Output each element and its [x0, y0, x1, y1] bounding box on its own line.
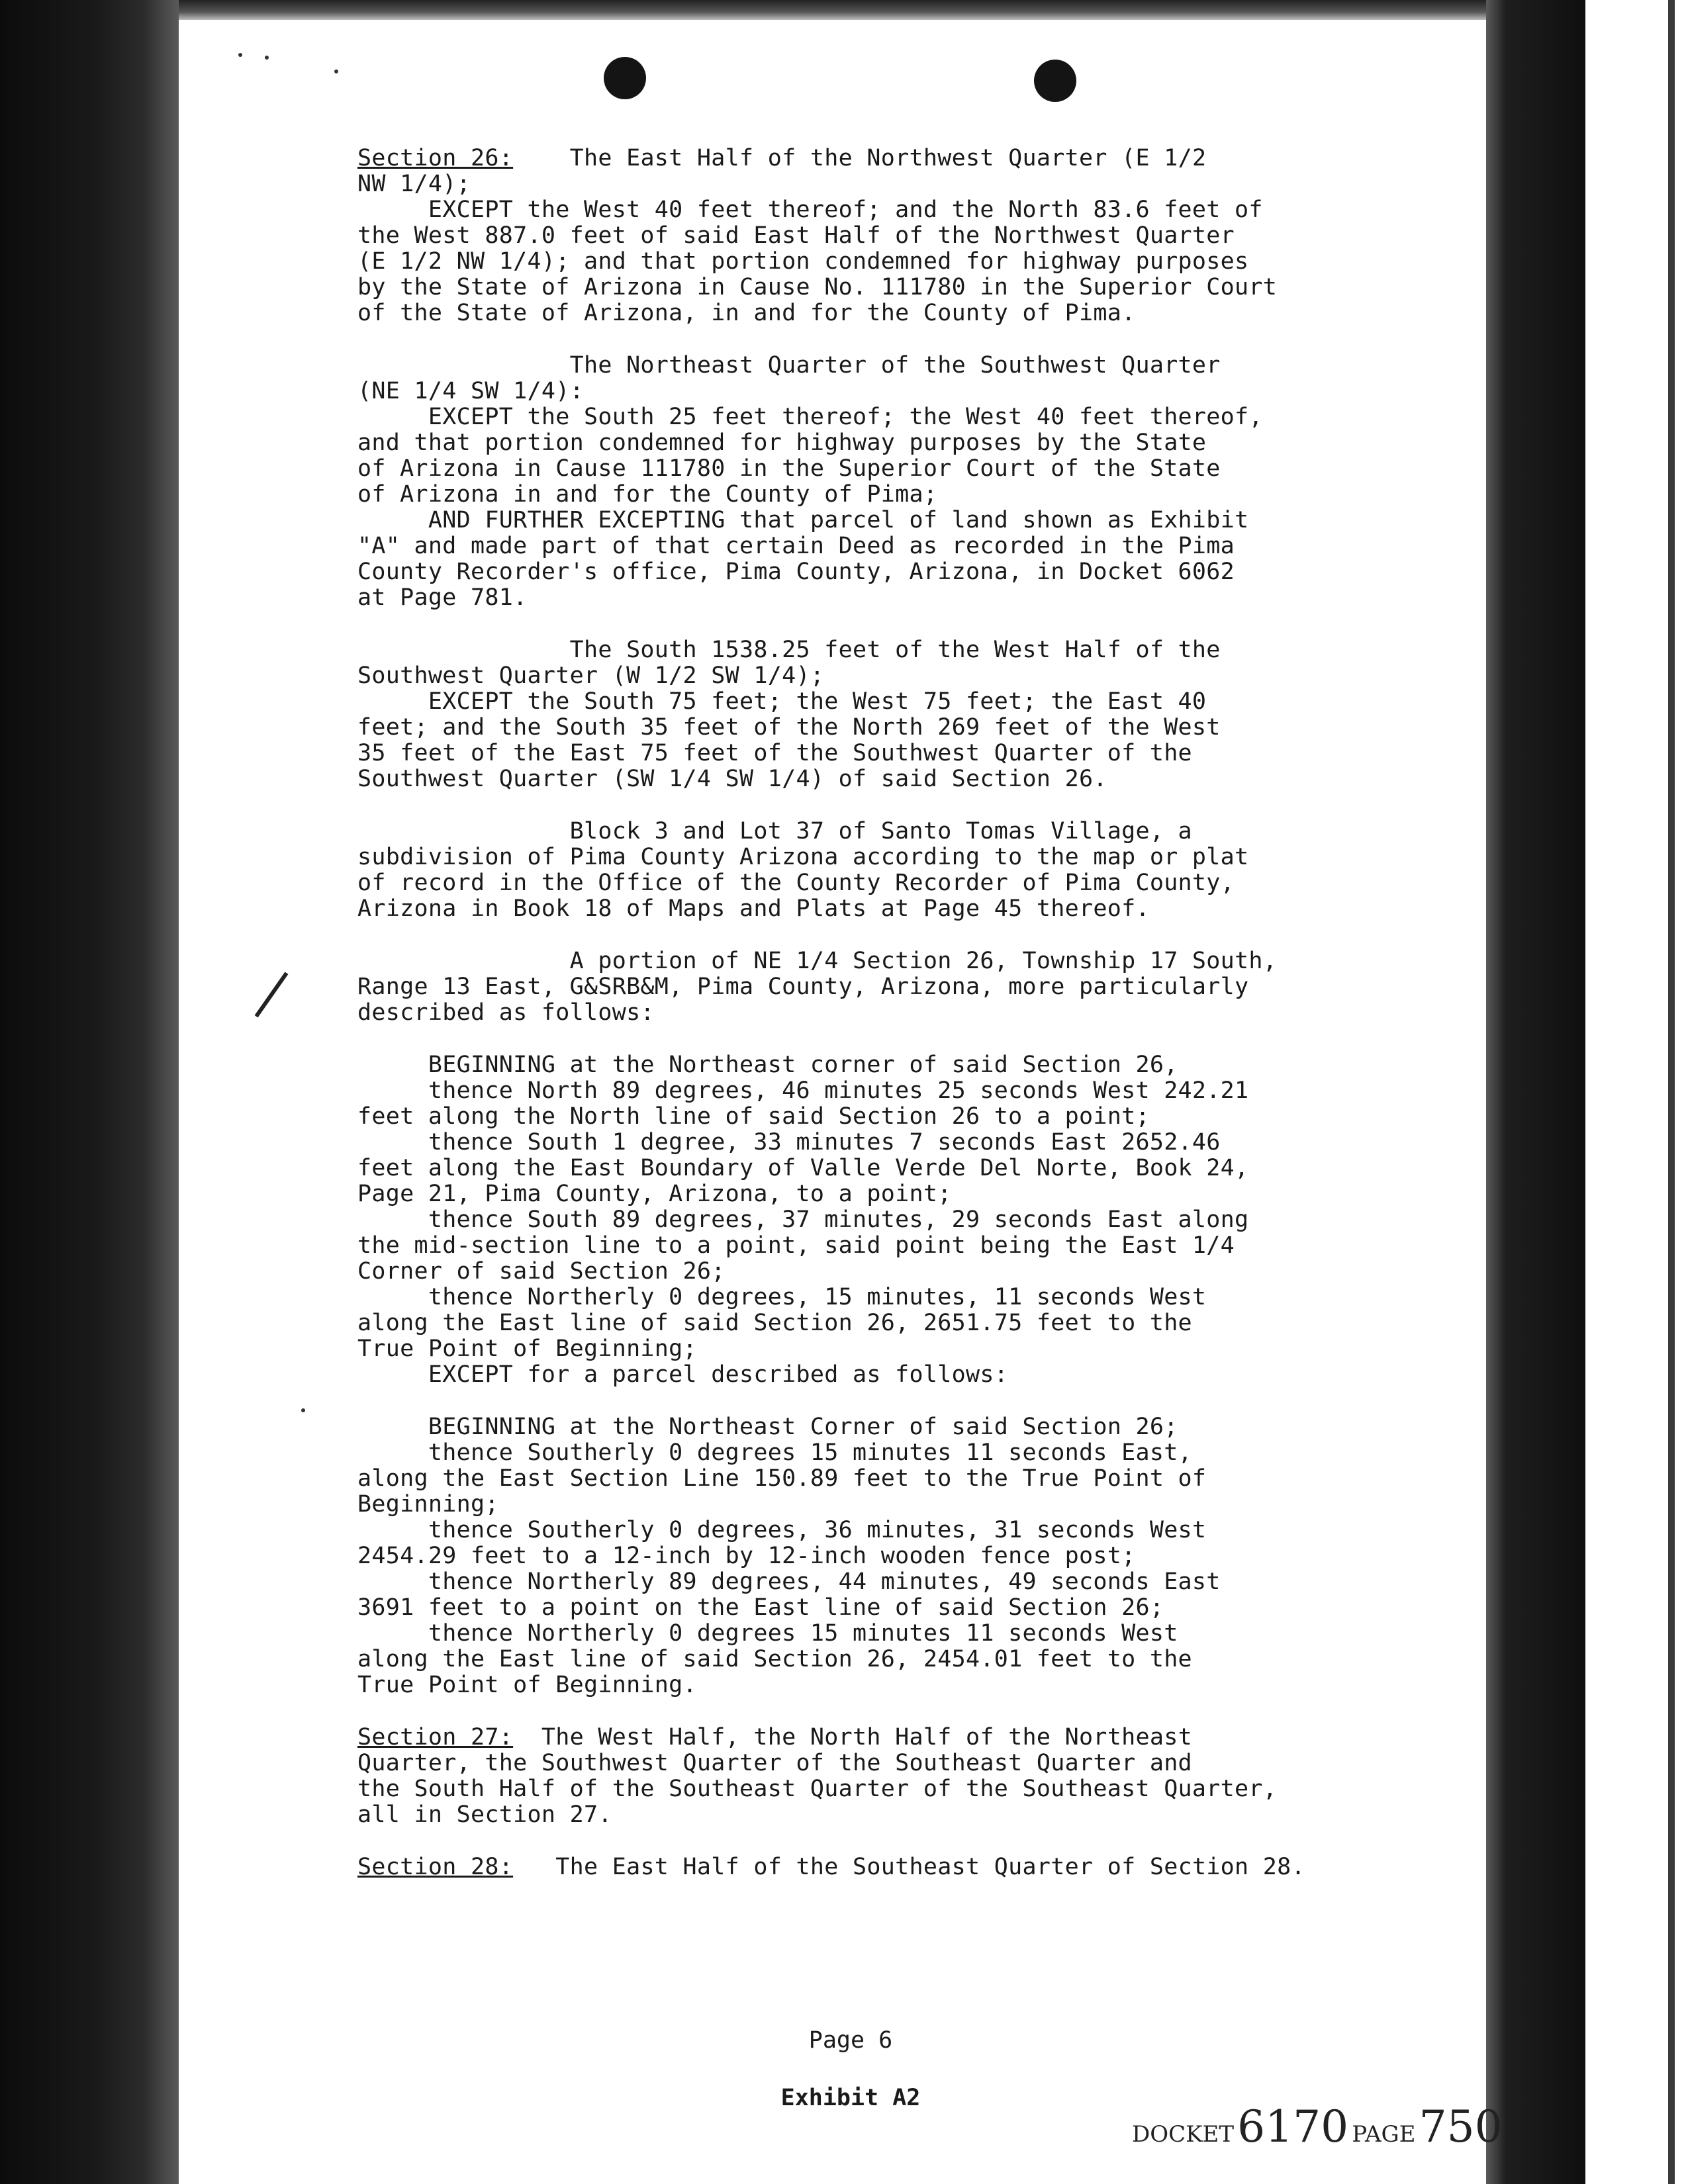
dust-speck: [334, 69, 338, 73]
text-line: [357, 663, 1443, 689]
line-text: The West Half, the North Half of the Northeast: [513, 1724, 1192, 1751]
line-text: The Northeast Quarter of the Southwest Quarter: [357, 352, 1221, 379]
recorder-stamp: [1132, 2101, 1503, 2152]
page-number: Page 6: [808, 2027, 893, 2054]
stamp-docket-number: 6170: [1237, 2101, 1349, 2152]
paragraph-gap: [357, 792, 1443, 819]
paragraph-gap: [357, 326, 1443, 353]
text-line: [357, 249, 1443, 275]
text-line: [357, 1569, 1443, 1595]
line-text: by the State of Arizona in Cause No. 111780 in the Superior Court: [357, 274, 1278, 300]
line-text: and that portion condemned for highway purposes by the State: [357, 430, 1207, 456]
dust-speck: [301, 1408, 305, 1412]
text-line: [357, 456, 1443, 482]
text-line: [357, 844, 1443, 870]
paragraph-gap: [357, 922, 1443, 948]
line-text: Page 21, Pima County, Arizona, to a point;: [357, 1181, 952, 1207]
line-text: Range 13 East, G&SRB&M, Pima County, Arizona, more particularly: [357, 974, 1249, 1000]
text-line: [357, 300, 1443, 326]
scan-border-right: [1486, 0, 1585, 2184]
text-line: [357, 146, 1443, 171]
line-text: EXCEPT the South 25 feet thereof; the West 40 feet thereof,: [357, 404, 1263, 430]
text-line: [357, 1414, 1443, 1440]
line-text: subdivision of Pima County Arizona according to the map or plat: [357, 844, 1249, 870]
paragraph-gap: [357, 1828, 1443, 1854]
line-text: at Page 781.: [357, 584, 528, 611]
text-line: [357, 1543, 1443, 1569]
text-line: [357, 533, 1443, 559]
line-text: "A" and made part of that certain Deed as recorded in the Pima: [357, 533, 1235, 559]
line-text: of Arizona in and for the County of Pima;: [357, 481, 938, 508]
section-heading: Section 27:: [357, 1724, 514, 1751]
line-text: The East Half of the Northwest Quarter (E 1/2: [513, 145, 1207, 171]
scan-edge-strip: [1668, 0, 1675, 2184]
line-text: of record in the Office of the County Recorder of Pima County,: [357, 870, 1235, 896]
section-heading: Section 26:: [357, 145, 514, 171]
paragraph-gap: [357, 1388, 1443, 1414]
text-line: [357, 559, 1443, 585]
text-line: [357, 585, 1443, 611]
text-line: [357, 1362, 1443, 1388]
paragraph-gap: [357, 611, 1443, 637]
line-text: 35 feet of the East 75 feet of the Southwest Quarter of the: [357, 740, 1192, 766]
line-text: thence Southerly 0 degrees 15 minutes 11 seconds East,: [357, 1439, 1192, 1466]
line-text: NW 1/4);: [357, 171, 471, 197]
paragraph-gap: [357, 1698, 1443, 1725]
line-text: feet along the East Boundary of Valle Verde Del Norte, Book 24,: [357, 1155, 1249, 1181]
punch-hole-right: [1034, 60, 1076, 102]
line-text: described as follows:: [357, 999, 655, 1026]
text-line: [357, 404, 1443, 430]
line-text: the mid-section line to a point, said point being the East 1/4: [357, 1232, 1235, 1259]
text-line: [357, 741, 1443, 766]
text-line: [357, 1802, 1443, 1828]
text-line: [357, 1078, 1443, 1104]
text-line: [357, 689, 1443, 715]
line-text: EXCEPT the South 75 feet; the West 75 feet; the East 40: [357, 688, 1207, 715]
line-text: A portion of NE 1/4 Section 26, Township 17 South,: [357, 948, 1278, 974]
text-line: [357, 379, 1443, 404]
text-line: [357, 1440, 1443, 1466]
text-line: [357, 430, 1443, 456]
line-text: Beginning;: [357, 1491, 499, 1518]
line-text: Southwest Quarter (SW 1/4 SW 1/4) of said Section 26.: [357, 766, 1107, 792]
text-line: [357, 1725, 1443, 1751]
line-text: the South Half of the Southeast Quarter of the Southeast Quarter,: [357, 1776, 1278, 1802]
line-text: True Point of Beginning;: [357, 1336, 697, 1362]
text-line: [357, 508, 1443, 533]
text-line: [357, 1854, 1443, 1880]
text-line: [357, 637, 1443, 663]
text-line: [357, 819, 1443, 844]
line-text: thence Southerly 0 degrees, 36 minutes, 31 seconds West: [357, 1517, 1207, 1543]
line-text: thence Northerly 89 degrees, 44 minutes, 49 seconds East: [357, 1569, 1221, 1595]
punch-hole-left: [604, 57, 646, 99]
line-text: of the State of Arizona, in and for the County of Pima.: [357, 300, 1136, 326]
text-line: [357, 1310, 1443, 1336]
text-line: [357, 1492, 1443, 1518]
line-text: Quarter, the Southwest Quarter of the Southeast Quarter and: [357, 1750, 1192, 1776]
line-text: Arizona in Book 18 of Maps and Plats at Page 45 thereof.: [357, 895, 1150, 922]
text-line: [357, 1647, 1443, 1672]
text-line: [357, 171, 1443, 197]
section-heading: Section 28:: [357, 1854, 514, 1880]
text-line: [357, 223, 1443, 249]
line-text: along the East line of said Section 26, 2454.01 feet to the: [357, 1646, 1192, 1672]
line-text: BEGINNING at the Northeast corner of said Section 26,: [357, 1052, 1178, 1078]
line-text: AND FURTHER EXCEPTING that parcel of land shown as Exhibit: [357, 507, 1249, 533]
line-text: Block 3 and Lot 37 of Santo Tomas Village, a: [357, 818, 1192, 844]
line-text: feet along the North line of said Section 26 to a point;: [357, 1103, 1150, 1130]
line-text: all in Section 27.: [357, 1801, 612, 1828]
line-text: EXCEPT the West 40 feet thereof; and the North 83.6 feet of: [357, 197, 1263, 223]
line-text: The South 1538.25 feet of the West Half of the: [357, 637, 1221, 663]
stamp-page-number: 750: [1419, 2101, 1503, 2152]
line-text: (NE 1/4 SW 1/4):: [357, 378, 584, 404]
text-line: [357, 275, 1443, 300]
text-line: [357, 1207, 1443, 1233]
line-text: along the East Section Line 150.89 feet to the True Point of: [357, 1465, 1207, 1492]
line-text: thence Northerly 0 degrees, 15 minutes, 11 seconds West: [357, 1284, 1207, 1310]
line-text: The East Half of the Southeast Quarter of Section 28.: [513, 1854, 1305, 1880]
text-line: [357, 197, 1443, 223]
legal-description-body: [357, 146, 1443, 1880]
text-line: [357, 1518, 1443, 1543]
line-text: the West 887.0 feet of said East Half of the Northwest Quarter: [357, 222, 1235, 249]
text-line: [357, 896, 1443, 922]
line-text: County Recorder's office, Pima County, Arizona, in Docket 6062: [357, 559, 1235, 585]
text-line: [357, 1466, 1443, 1492]
line-text: EXCEPT for a parcel described as follows:: [357, 1361, 1009, 1388]
scan-border-top: [179, 0, 1486, 20]
text-line: [357, 1751, 1443, 1776]
text-line: [357, 948, 1443, 974]
text-line: [357, 1672, 1443, 1698]
text-line: [357, 1233, 1443, 1259]
text-line: [357, 715, 1443, 741]
text-line: [357, 766, 1443, 792]
text-line: [357, 1000, 1443, 1026]
text-line: [357, 1336, 1443, 1362]
line-text: 2454.29 feet to a 12-inch by 12-inch wooden fence post;: [357, 1543, 1136, 1569]
text-line: [357, 1104, 1443, 1130]
text-line: [357, 870, 1443, 896]
line-text: Southwest Quarter (W 1/2 SW 1/4);: [357, 662, 825, 689]
stamp-page-prefix: PAGE: [1352, 2121, 1416, 2148]
text-line: [357, 1595, 1443, 1621]
scan-border-left: [0, 0, 179, 2184]
line-text: Corner of said Section 26;: [357, 1258, 726, 1285]
text-line: [357, 353, 1443, 379]
text-line: [357, 1052, 1443, 1078]
text-line: [357, 974, 1443, 1000]
line-text: thence South 89 degrees, 37 minutes, 29 seconds East along: [357, 1206, 1249, 1233]
dust-speck: [238, 53, 242, 57]
exhibit-label: Exhibit A2: [780, 2085, 921, 2111]
line-text: thence South 1 degree, 33 minutes 7 seconds East 2652.46: [357, 1129, 1221, 1156]
line-text: BEGINNING at the Northeast Corner of said Section 26;: [357, 1414, 1178, 1440]
line-text: of Arizona in Cause 111780 in the Superior Court of the State: [357, 455, 1221, 482]
text-line: [357, 1156, 1443, 1181]
line-text: thence North 89 degrees, 46 minutes 25 seconds West 242.21: [357, 1077, 1249, 1104]
line-text: along the East line of said Section 26, 2651.75 feet to the: [357, 1310, 1192, 1336]
text-line: [357, 1259, 1443, 1285]
line-text: thence Northerly 0 degrees 15 minutes 11 seconds West: [357, 1620, 1178, 1647]
text-line: [357, 1621, 1443, 1647]
text-line: [357, 1776, 1443, 1802]
text-line: [357, 1130, 1443, 1156]
text-line: [357, 1285, 1443, 1310]
line-text: True Point of Beginning.: [357, 1672, 697, 1698]
paragraph-gap: [357, 1026, 1443, 1052]
text-line: [357, 1181, 1443, 1207]
text-line: [357, 482, 1443, 508]
line-text: (E 1/2 NW 1/4); and that portion condemned for highway purposes: [357, 248, 1249, 275]
line-text: feet; and the South 35 feet of the North 269 feet of the West: [357, 714, 1221, 741]
dust-speck: [265, 56, 269, 60]
line-text: 3691 feet to a point on the East line of said Section 26;: [357, 1594, 1164, 1621]
stamp-docket-prefix: DOCKET: [1132, 2121, 1235, 2148]
